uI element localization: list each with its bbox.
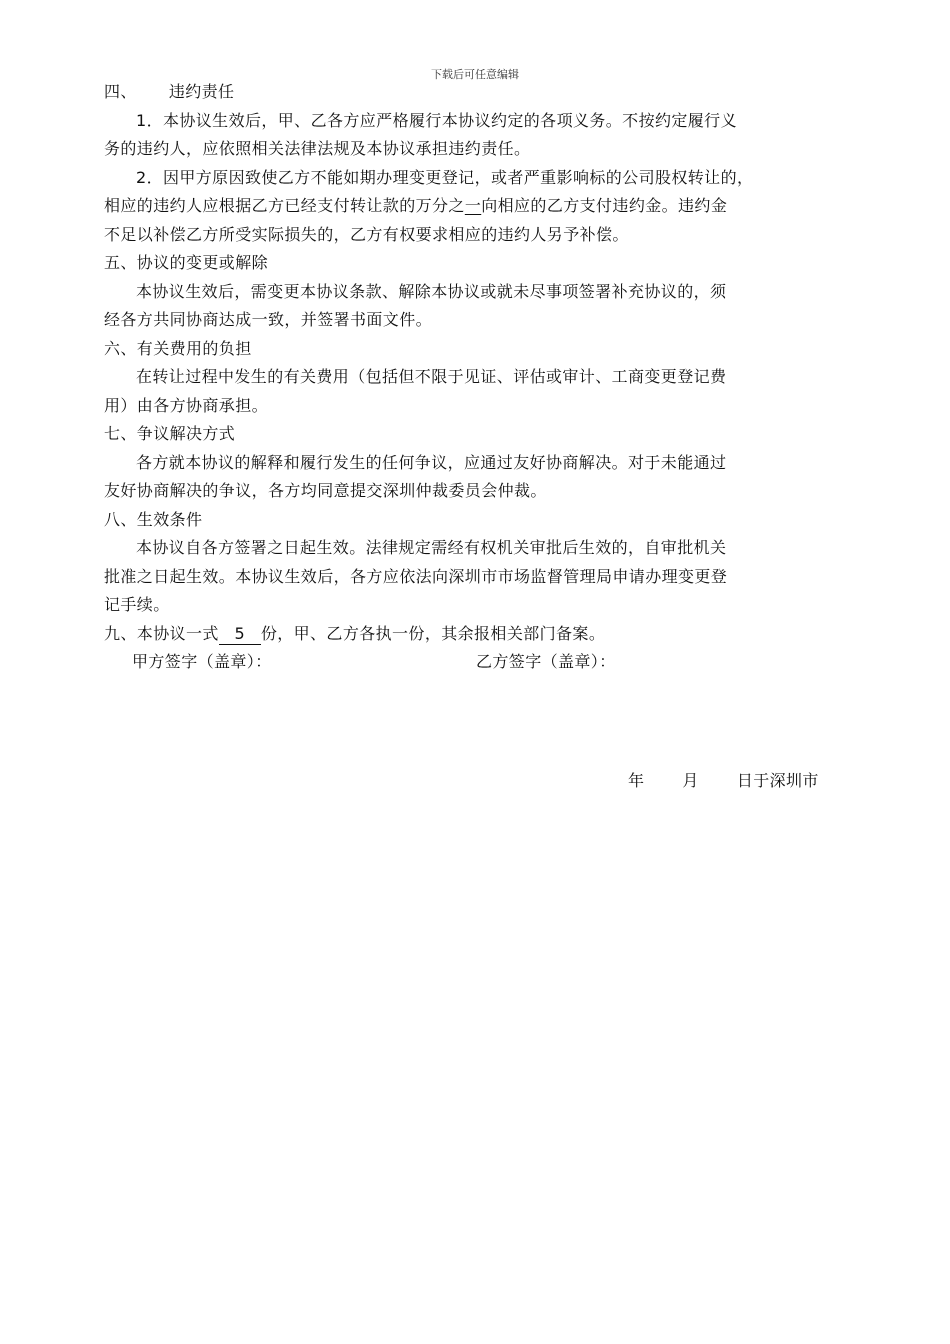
section-7-line-2: 友好协商解决的争议，各方均同意提交深圳仲裁委员会仲裁。 bbox=[104, 481, 547, 500]
section-8-line-1: 本协议自各方签署之日起生效。法律规定需经有权机关审批后生效的，自审批机关 bbox=[136, 538, 727, 557]
section-4-paragraph-2-line-2: 相应的违约人应根据乙方已经支付转让款的万分之一向相应的乙方支付违约金。违约金 bbox=[104, 196, 728, 215]
section-8-line-3: 记手续。 bbox=[104, 595, 170, 614]
date-place-line bbox=[628, 768, 819, 791]
section-6-line-1: 在转让过程中发生的有关费用（包括但不限于见证、评估或审计、工商变更登记费 bbox=[136, 367, 727, 386]
section-7-heading: 七、争议解决方式 bbox=[104, 424, 236, 443]
section-4-number: 四、 bbox=[104, 82, 137, 101]
penalty-rate-blank: 一 bbox=[464, 196, 482, 215]
date-year-label: 年 bbox=[628, 771, 645, 790]
section-4-title: 违约责任 bbox=[168, 82, 235, 101]
signature-row bbox=[104, 648, 849, 677]
section-6-line-2: 用）由各方协商承担。 bbox=[104, 395, 269, 415]
section-4-paragraph-1-line-1: 1．本协议生效后，甲、乙各方应严格履行本协议约定的各项义务。不按约定履行义 bbox=[136, 110, 737, 130]
section-6-heading: 六、有关费用的负担 bbox=[104, 338, 252, 358]
party-b-signature-label: 乙方签字（盖章）： bbox=[476, 652, 616, 671]
section-7-line-1: 各方就本协议的解释和履行发生的任何争议，应通过友好协商解决。对于未能通过 bbox=[136, 452, 727, 472]
section-4-paragraph-1-line-2: 务的违约人，应依照相关法律法规及本协议承担违约责任。 bbox=[104, 139, 531, 158]
date-day-place-label: 日于深圳市 bbox=[736, 771, 819, 790]
section-5-line-2: 经各方共同协商达成一致，并签署书面文件。 bbox=[104, 310, 433, 329]
section-4-paragraph-2-line-3: 不足以补偿乙方所受实际损失的，乙方有权要求相应的违约人另予补偿。 bbox=[104, 224, 629, 244]
section-8-heading: 八、生效条件 bbox=[104, 509, 203, 529]
section-8-line-2: 批准之日起生效。本协议生效后，各方应依法向深圳市市场监督管理局申请办理变更登 bbox=[104, 566, 728, 586]
date-month-label: 月 bbox=[682, 771, 699, 790]
section-5-heading: 五、协议的变更或解除 bbox=[104, 253, 269, 272]
section-4-heading bbox=[104, 78, 849, 107]
section-4-paragraph-2-line-1: 2．因甲方原因致使乙方不能如期办理变更登记，或者严重影响标的公司股权转让的， bbox=[136, 167, 754, 187]
header-watermark: 下载后可任意编辑 bbox=[431, 68, 519, 81]
section-9-line: 九、本协议一式 5 份，甲、乙方各执一份，其余报相关部门备案。 bbox=[104, 623, 606, 643]
agreement-body bbox=[104, 78, 849, 677]
party-a-signature-label: 甲方签字（盖章）： bbox=[132, 652, 272, 671]
section-5-line-1: 本协议生效后，需变更本协议条款、解除本协议或就未尽事项签署补充协议的，须 bbox=[136, 281, 727, 301]
copies-count-blank: 5 bbox=[219, 624, 261, 645]
